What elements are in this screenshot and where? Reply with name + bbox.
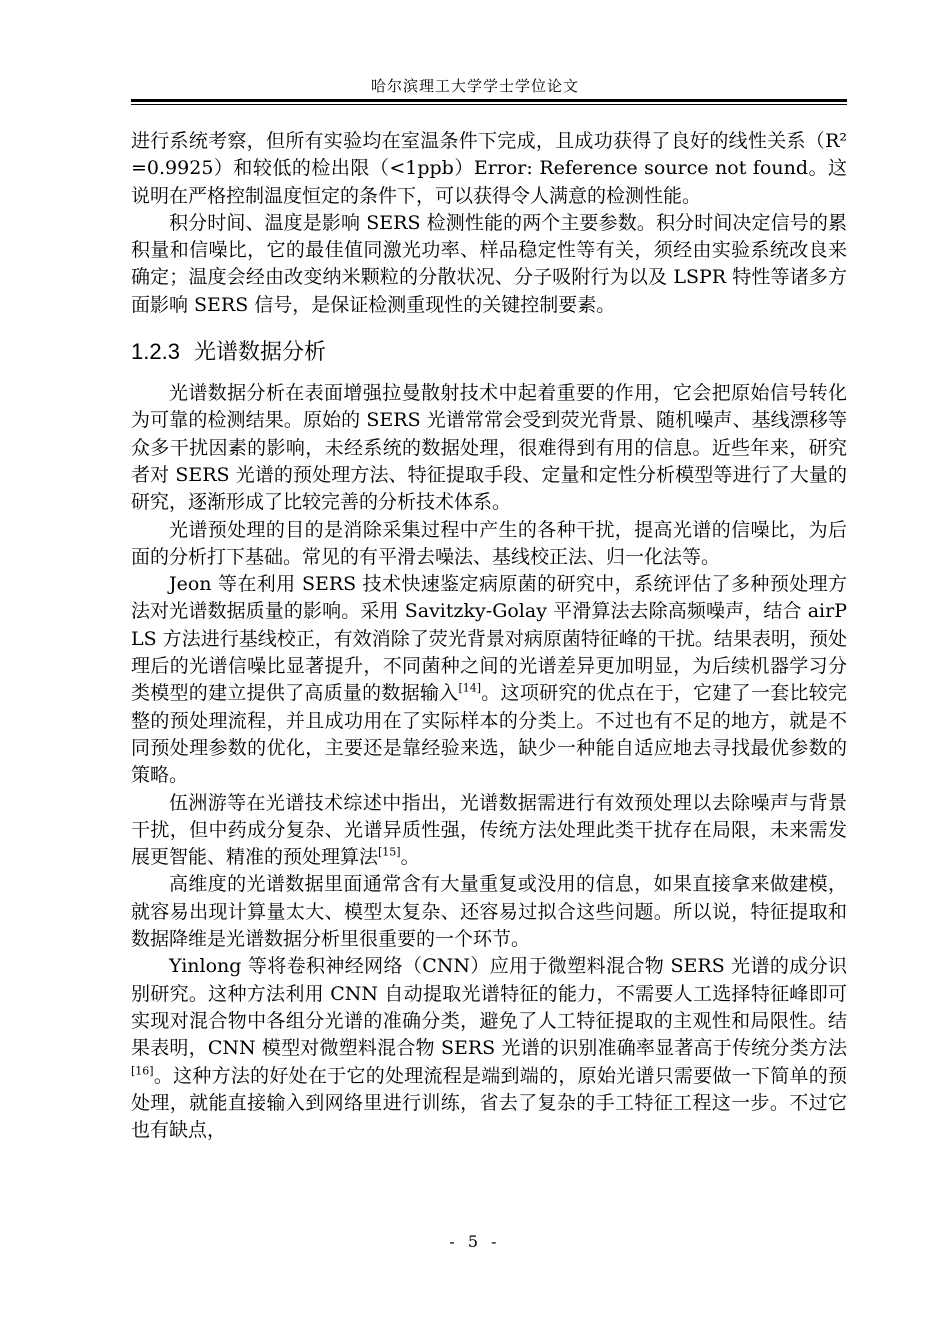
paragraph-text: Jeon 等在利用 SERS 技术快速鉴定病原菌的研究中，系统评估了多种预处理方法对光谱数据质量的影响。采用 Savitzky-Golay 平滑算法去除高频噪声，结合 airPLS 方法进行基线校正，有效消除了荧光背景对病原菌特征峰的干扰。结果表明，预处理后的光谱信噪比显著提升，不同菌种之间的光谱差异更加明显，为后续机器学习分类模型的建立提供了高质量的数据输入 [131, 573, 847, 705]
paragraph: 进行系统考察，但所有实验均在室温条件下完成，且成功获得了良好的线性关系（R²=0.9925）和较低的检出限（<1ppb）Error: Reference source not found。这说明在严格控制温度恒定的条件下，可以获得令人满意的检测性能。 [131, 130, 847, 207]
paragraph: 光谱数据分析在表面增强拉曼散射技术中起着重要的作用，它会把原始信号转化为可靠的检测结果。原始的 SERS 光谱常常会受到荧光背景、随机噪声、基线漂移等众多干扰因素的影响，未经系统的数据处理，很难得到有用的信息。近些年来，研究者对 SERS 光谱的预处理方法、特征提取手段、定量和定性分析模型等进行了大量的研究，逐渐形成了比较完善的分析技术体系。 [131, 382, 847, 514]
body-text [131, 128, 847, 1144]
section-number: 1.2.3 [131, 339, 180, 365]
paragraph: 光谱预处理的目的是消除采集过程中产生的各种干扰，提高光谱的信噪比，为后面的分析打下基础。常见的有平滑去噪法、基线校正法、归一化法等。 [131, 518, 847, 568]
paragraph [131, 790, 847, 872]
paragraph-text: 伍洲游等在光谱技术综述中指出，光谱数据需进行有效预处理以去除噪声与背景干扰，但中药成分复杂、光谱异质性强，传统方法处理此类干扰存在局限，未来需发展更智能、精准的预处理算法 [131, 791, 847, 869]
paragraph: 积分时间、温度是影响 SERS 检测性能的两个主要参数。积分时间决定信号的累积量和信噪比，它的最佳值同激光功率、样品稳定性等有关，须经由实验系统改良来确定；温度会经由改变纳米颗粒的分散状况、分子吸附行为以及 LSPR 特性等诸多方面影响 SERS 信号，是保证检测重现性的关键控制要素。 [131, 211, 847, 316]
header-rule-thin [131, 104, 847, 105]
paragraph [131, 571, 847, 789]
paragraph-text: 。这项研究的优点在于，它建了一套比较完整的预处理流程，并且成功用在了实际样本的分类上。不过也有不足的地方，就是不同预处理参数的优化，主要还是靠经验来选，缺少一种能自适应地去寻找最优参数的策略。 [131, 682, 847, 787]
citation: [16] [131, 1064, 154, 1078]
paragraph-text: 。 [400, 846, 420, 869]
citation: [14] [458, 682, 482, 696]
section-heading [131, 337, 847, 368]
paragraph: 高维度的光谱数据里面通常含有大量重复或没用的信息，如果直接拿来做建模，就容易出现计算量太大、模型太复杂、还容易过拟合这些问题。所以说，特征提取和数据降维是光谱数据分析里很重要的一个环节。 [131, 873, 847, 951]
running-header: 哈尔滨理工大学学士学位论文 [370, 77, 579, 95]
paragraph [131, 953, 847, 1144]
citation: [15] [378, 845, 401, 859]
page-number: - 5 - [449, 1232, 501, 1251]
paragraph-text: Yinlong 等将卷积神经网络（CNN）应用于微塑料混合物 SERS 光谱的成分识别研究。这种方法利用 CNN 自动提取光谱特征的能力，不需要人工选择特征峰即可实现对混合物中各组分光谱的准确分类，避免了人工特征提取的主观性和局限性。结果表明，CNN 模型对微塑料混合物 SERS 光谱的识别准确率显著高于传统分类方法 [131, 955, 847, 1060]
section-title: 光谱数据分析 [193, 340, 326, 366]
paragraph-text: 。这种方法的好处在于它的处理流程是端到端的，原始光谱只需要做一下简单的预处理，就能直接输入到网络里进行训练，省去了复杂的手工特征工程这一步。不过它也有缺点， [131, 1064, 847, 1142]
header-rule-thick [131, 99, 847, 102]
